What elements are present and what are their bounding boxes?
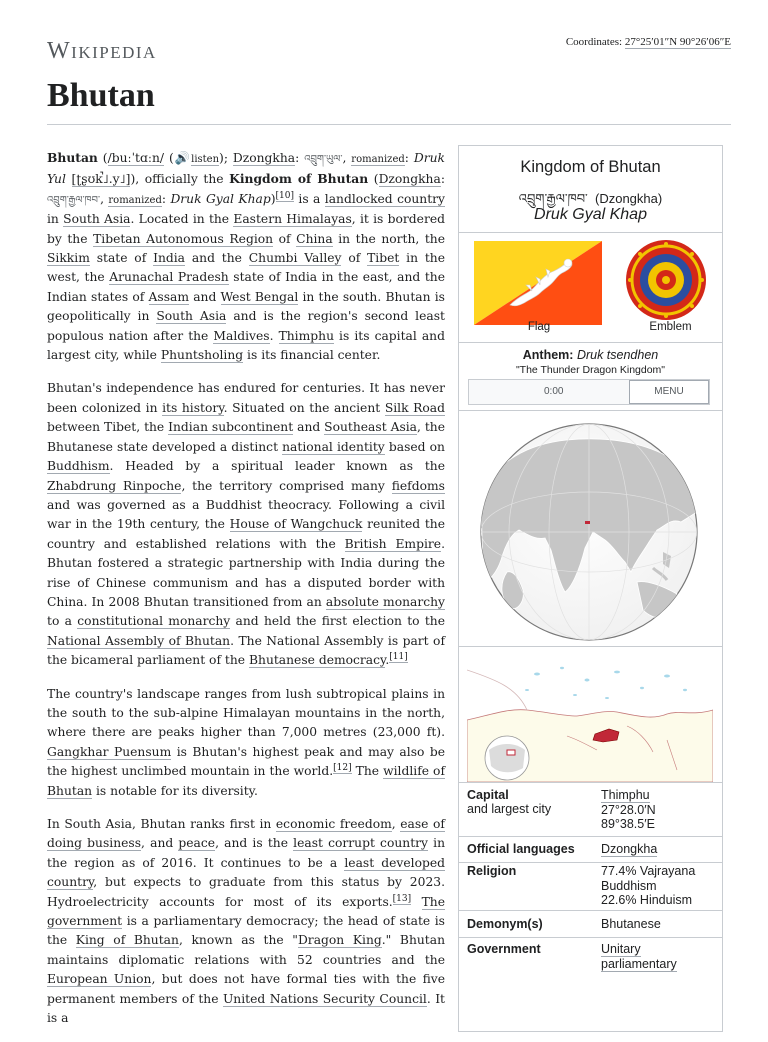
divider xyxy=(459,910,722,911)
text: , but does not have formal ties with the five permanent members of the xyxy=(47,972,446,1006)
government-value xyxy=(601,942,677,971)
religion-line-2: Buddhism xyxy=(601,878,657,893)
religion-value xyxy=(601,864,695,908)
least-corrupt-link[interactable]: least corrupt country xyxy=(293,836,428,851)
coordinates xyxy=(566,36,731,48)
text: . It is a xyxy=(47,991,445,1026)
chumbi-link[interactable]: Chumbi Valley xyxy=(248,251,342,266)
government-link[interactable]: The government xyxy=(47,894,445,929)
king-link[interactable]: King of Bhutan xyxy=(75,933,179,948)
demonym-value: Bhutanese xyxy=(601,917,661,931)
listen-link[interactable]: listen xyxy=(191,154,220,165)
anthem xyxy=(459,348,722,362)
text: and held the first election to the xyxy=(235,614,445,629)
divider xyxy=(459,862,722,863)
paragraph-geography xyxy=(47,685,445,801)
silk-road-link[interactable]: Silk Road xyxy=(384,400,446,415)
eastern-himalayas-link[interactable]: Eastern Himalayas xyxy=(233,212,352,227)
coordinates-label: Coordinates: xyxy=(565,36,623,48)
buddhism-link[interactable]: Buddhism xyxy=(47,459,110,474)
national-identity-link[interactable]: national identity xyxy=(282,439,385,454)
anthem-name: Druk tsendhen xyxy=(576,348,659,362)
capital-lon: 89°38.5′E xyxy=(601,817,655,831)
text: reunited the country and established relations with the xyxy=(47,517,445,551)
text: and is the region's second least populous nation after the xyxy=(47,309,445,343)
regional-location-map[interactable] xyxy=(467,650,713,782)
ref-10[interactable]: [10] xyxy=(275,190,294,201)
text: state of India in the east, and the Indian states of xyxy=(47,270,445,304)
text: and was governed as a Buddhist theocracy. Following a civil war in the 19th century, the xyxy=(47,497,445,532)
text: In South Asia, Bhutan ranks first in xyxy=(47,817,272,831)
religion-label: Religion xyxy=(467,864,517,878)
peace-link[interactable]: peace xyxy=(178,836,216,851)
unsc-link[interactable]: United Nations Security Council xyxy=(222,991,427,1006)
text: in the south. Bhutan is geopolitically in xyxy=(47,289,445,324)
text: . The National Assembly is part of the bicameral parliament of the xyxy=(47,633,445,668)
text: . Headed by a spiritual leader known as the xyxy=(109,459,445,474)
text: . Located in the xyxy=(130,212,230,227)
text: is its financial center. xyxy=(247,348,381,363)
romanized-link[interactable]: romanized xyxy=(351,154,405,165)
gangkhar-link[interactable]: Gangkhar Puensum xyxy=(47,744,172,759)
text: state of xyxy=(96,251,147,266)
text: and the xyxy=(191,251,242,266)
assam-link[interactable]: Assam xyxy=(148,289,189,304)
capital-link[interactable]: Thimphu xyxy=(601,788,650,802)
paragraph-history: Bhutan's independence has endured for centuries. It has never been colonized in its history. Situated on the ancient Silk Road between Tibet, the Indian subcontinent and Southeast Asia, the Bhutanese state developed a distinct national identity based on Buddhism. Headed by a spiritual leader known as the Zhabdrung Rinpoche, the territory comprised many fiefdoms and was governed as a Buddhist theocracy. Following a civil war in the 19th century, the House of Wangchuck reunited the country and established relations with the British Empire. Bhutan fostered a strategic partnership with India during the rise of Chinese communism and has a disputed border with China. In 2008 Bhutan transitioned from an absolute monarchy to a constitutional monarchy and held the first election to the National Assembly of Bhutan. The National Assembly is part of the bicameral parliament of the Bhutanese democracy.[11] xyxy=(47,381,446,668)
zhabdrung-link[interactable]: Zhabdrung Rinpoche xyxy=(47,478,182,493)
southeast-asia-link[interactable]: Southeast Asia xyxy=(324,420,418,435)
south-asia-link-2[interactable]: South Asia xyxy=(156,309,227,324)
anthem-label: Anthem: xyxy=(522,348,574,362)
dragon-king-link[interactable]: Dragon King xyxy=(297,933,382,948)
capital-value xyxy=(601,788,656,832)
text: The xyxy=(355,764,380,779)
divider xyxy=(459,410,722,411)
government-label: Government xyxy=(467,942,541,956)
text: The country's landscape ranges from lush subtropical plains in the south to the sub-alpine Himalayan mountains in the north, where there are peaks higher than 7,000 metres (23,000 ft). xyxy=(47,686,445,740)
text: is notable for its diversity. xyxy=(96,783,258,798)
ipa-link[interactable]: /buːˈtɑːn/ xyxy=(107,151,165,165)
dzongkha-link-2[interactable]: Dzongkha xyxy=(378,172,441,187)
religion-line-1: 77.4% Vajrayana xyxy=(601,864,696,878)
flag-caption: Flag xyxy=(527,321,551,333)
capital-label: Capital xyxy=(467,788,509,802)
text: and xyxy=(150,836,174,851)
orthographic-globe-map[interactable] xyxy=(467,422,713,644)
government-unitary-link[interactable]: Unitary xyxy=(601,942,641,956)
dzongkha-link[interactable]: Dzongkha xyxy=(232,151,296,165)
druk-yul: Druk Yul xyxy=(47,151,445,187)
wildlife-link[interactable]: wildlife of Bhutan xyxy=(47,764,445,798)
maldives-link[interactable]: Maldives xyxy=(213,328,270,343)
divider xyxy=(459,342,722,343)
native-lang: (Dzongkha) xyxy=(595,191,663,206)
text: is a parliamentary democracy; the head of state is the xyxy=(47,914,445,948)
druk-gyal-khap: Druk Gyal Khap xyxy=(170,191,271,206)
speaker-icon[interactable]: 🔊 xyxy=(173,151,192,165)
text: ), officially the xyxy=(130,172,224,187)
absolute-monarchy-link[interactable]: absolute monarchy xyxy=(325,594,445,609)
dzongkha-script: འབྲུག་ཡུལ་ xyxy=(304,154,343,165)
emblem-caption: Emblem xyxy=(649,321,692,333)
audio-menu-button[interactable]: MENU xyxy=(629,380,709,404)
languages-value xyxy=(601,842,657,857)
indian-subcontinent-link[interactable]: Indian subcontinent xyxy=(168,420,294,435)
west-bengal-link[interactable]: West Bengal xyxy=(220,289,299,304)
religion-line-3: 22.6% Hinduism xyxy=(601,893,693,907)
infobox-native-roman: Druk Gyal Khap xyxy=(534,206,647,223)
text: . Bhutan fostered a strategic partnership with India during the rise of Chinese communism and has a disputed border with China. In 2008 Bhutan transitioned from an xyxy=(47,536,445,609)
text: in the north, the xyxy=(338,231,445,246)
dzongkha-script-2: འབྲུག་རྒྱལ་ཁབ་ xyxy=(47,194,101,206)
infobox xyxy=(458,145,723,1032)
text: , the Bhutanese state developed a distinct xyxy=(47,420,446,454)
india-link[interactable]: India xyxy=(153,251,186,266)
phuntsholing-link[interactable]: Phuntsholing xyxy=(160,348,244,363)
text: in xyxy=(47,212,59,227)
bhutanese-democracy-link[interactable]: Bhutanese democracy xyxy=(248,653,386,668)
dzongkha-language-link[interactable]: Dzongkha xyxy=(601,842,658,856)
sikkim-link[interactable]: Sikkim xyxy=(47,251,90,266)
text: , known as the " xyxy=(178,933,298,948)
least-developed-link[interactable]: least developed country xyxy=(47,855,445,890)
south-asia-link[interactable]: South Asia xyxy=(63,212,131,227)
constitutional-monarchy-link[interactable]: constitutional monarchy xyxy=(77,614,231,629)
ref-13[interactable]: [13] xyxy=(392,893,412,904)
coordinates-link[interactable]: 27°25′01″N 90°26′06″E xyxy=(624,36,731,48)
anthem-translation: "The Thunder Dragon Kingdom" xyxy=(515,364,666,376)
romanized-link-2[interactable]: romanized xyxy=(108,194,162,206)
landlocked-link[interactable]: landlocked country xyxy=(324,191,445,206)
ipa2-link[interactable]: [ʈʂʊk̚˩.y˩] xyxy=(71,172,131,187)
divider xyxy=(459,836,722,837)
text: Bhutan's independence has endured for centuries. It has never been colonized in xyxy=(47,381,445,415)
text: between Tibet, the xyxy=(47,420,165,435)
economic-freedom-link[interactable]: economic freedom xyxy=(275,817,392,831)
arunachal-link[interactable]: Arunachal Pradesh xyxy=(109,270,229,285)
text: , it is bordered by the xyxy=(47,212,445,246)
paragraph-economy: In South Asia, Bhutan ranks first in economic freedom, ease of doing business, and peace, and is the least corrupt country in the region as of 2016. It continues to be a least developed country, but expects to graduate from this status by 2023. Hydroelectricity accounts for most of its exports.[13] The government is a parliamentary democracy; the head of state is the King of Bhutan, known as the "Dragon King." Bhutan maintains diplomatic relations with 52 countries and the European Union, but does not have formal ties with the five permanent members of the United Nations Security Council. It is a xyxy=(47,817,446,1026)
history-link[interactable]: its history xyxy=(162,400,224,415)
government-parliamentary-link[interactable]: parliamentary xyxy=(601,956,677,971)
page-title: Bhutan xyxy=(47,77,155,114)
text: is Bhutan's highest peak and may also be the highest unclimbed mountain in the world. xyxy=(47,744,445,779)
text: in the west, the xyxy=(47,251,445,285)
tibet-link[interactable]: Tibet xyxy=(367,251,400,266)
article-body xyxy=(47,148,445,1042)
divider xyxy=(459,232,722,233)
text: of xyxy=(278,231,291,246)
eu-link[interactable]: European Union xyxy=(47,972,152,987)
thimphu-link[interactable]: Thimphu xyxy=(278,328,334,343)
china-link[interactable]: China xyxy=(296,231,333,246)
divider xyxy=(459,646,722,647)
text: . Situated on the ancient xyxy=(223,400,381,415)
divider xyxy=(459,782,722,783)
british-empire-link[interactable]: British Empire xyxy=(344,536,442,551)
ref-11[interactable]: [11] xyxy=(389,652,408,663)
subject-name: Bhutan xyxy=(47,150,98,165)
national-assembly-link[interactable]: National Assembly of Bhutan xyxy=(47,633,231,648)
divider xyxy=(459,937,722,938)
capital-lat: 27°28.0′N xyxy=(601,802,656,817)
capital-sublabel: and largest city xyxy=(467,802,552,816)
native-script: འབྲུག་རྒྱལ་ཁབ་ xyxy=(518,191,588,206)
text: and xyxy=(193,289,217,304)
text: , but expects to graduate from this status by 2023. Hydroelectricity accounts for most of its exports. xyxy=(47,875,445,909)
text: , and is the xyxy=(215,836,288,851)
demonym-label: Demonym(s) xyxy=(467,917,543,931)
text: of xyxy=(348,251,361,266)
flag-of-bhutan[interactable] xyxy=(474,241,602,325)
title-divider xyxy=(47,124,731,125)
tibet-ar-link[interactable]: Tibetan Autonomous Region xyxy=(93,231,274,246)
languages-label: Official languages xyxy=(467,842,575,856)
kingdom-name: Kingdom of Bhutan xyxy=(229,171,369,187)
wikipedia-wordmark[interactable]: Wikipedia xyxy=(47,38,157,64)
infobox-title: Kingdom of Bhutan xyxy=(520,158,661,176)
text: , the territory comprised many xyxy=(181,478,385,493)
text: to a xyxy=(47,614,72,629)
audio-player[interactable] xyxy=(468,379,710,405)
text: is a xyxy=(298,191,321,206)
text: is its capital and largest city, while xyxy=(47,328,445,363)
ease-of-business-link[interactable]: ease of doing business xyxy=(47,817,445,851)
house-of-wangchuck-link[interactable]: House of Wangchuck xyxy=(229,517,363,532)
text: based on xyxy=(388,439,445,454)
fiefdoms-link[interactable]: fiefdoms xyxy=(391,478,445,493)
emblem-of-bhutan[interactable] xyxy=(625,238,707,322)
audio-time: 0:00 xyxy=(544,386,564,397)
text: ." Bhutan maintains diplomatic relations with 52 countries and the xyxy=(47,933,445,967)
text: in the region as of 2016. It continues to be a xyxy=(47,836,445,870)
ref-12[interactable]: [12] xyxy=(333,763,352,774)
text: and xyxy=(297,420,321,435)
paragraph-intro: Bhutan (/buːˈtɑːn/ (🔊listen); Dzongkha: འབྲུག་ཡུལ་, romanized: Druk Yul [ʈʂʊk̚˩.y˩]), officially the Kingdom of Bhutan (Dzongkha: འབྲུག་རྒྱལ་ཁབ་, romanized: Druk Gyal Khap)[10] is a landlocked country in South Asia. Located in the Eastern Himalayas, it is bordered by the Tibetan Autonomous Region of China in the north, the Sikkim state of India and the Chumbi Valley of Tibet in the west, the Arunachal Pradesh state of India in the east, and the Indian states of Assam and West Bengal in the south. Bhutan is geopolitically in South Asia and is the region's second least populous nation after the Maldives. Thimphu is its capital and largest city, while Phuntsholing is its financial center. xyxy=(47,150,445,363)
